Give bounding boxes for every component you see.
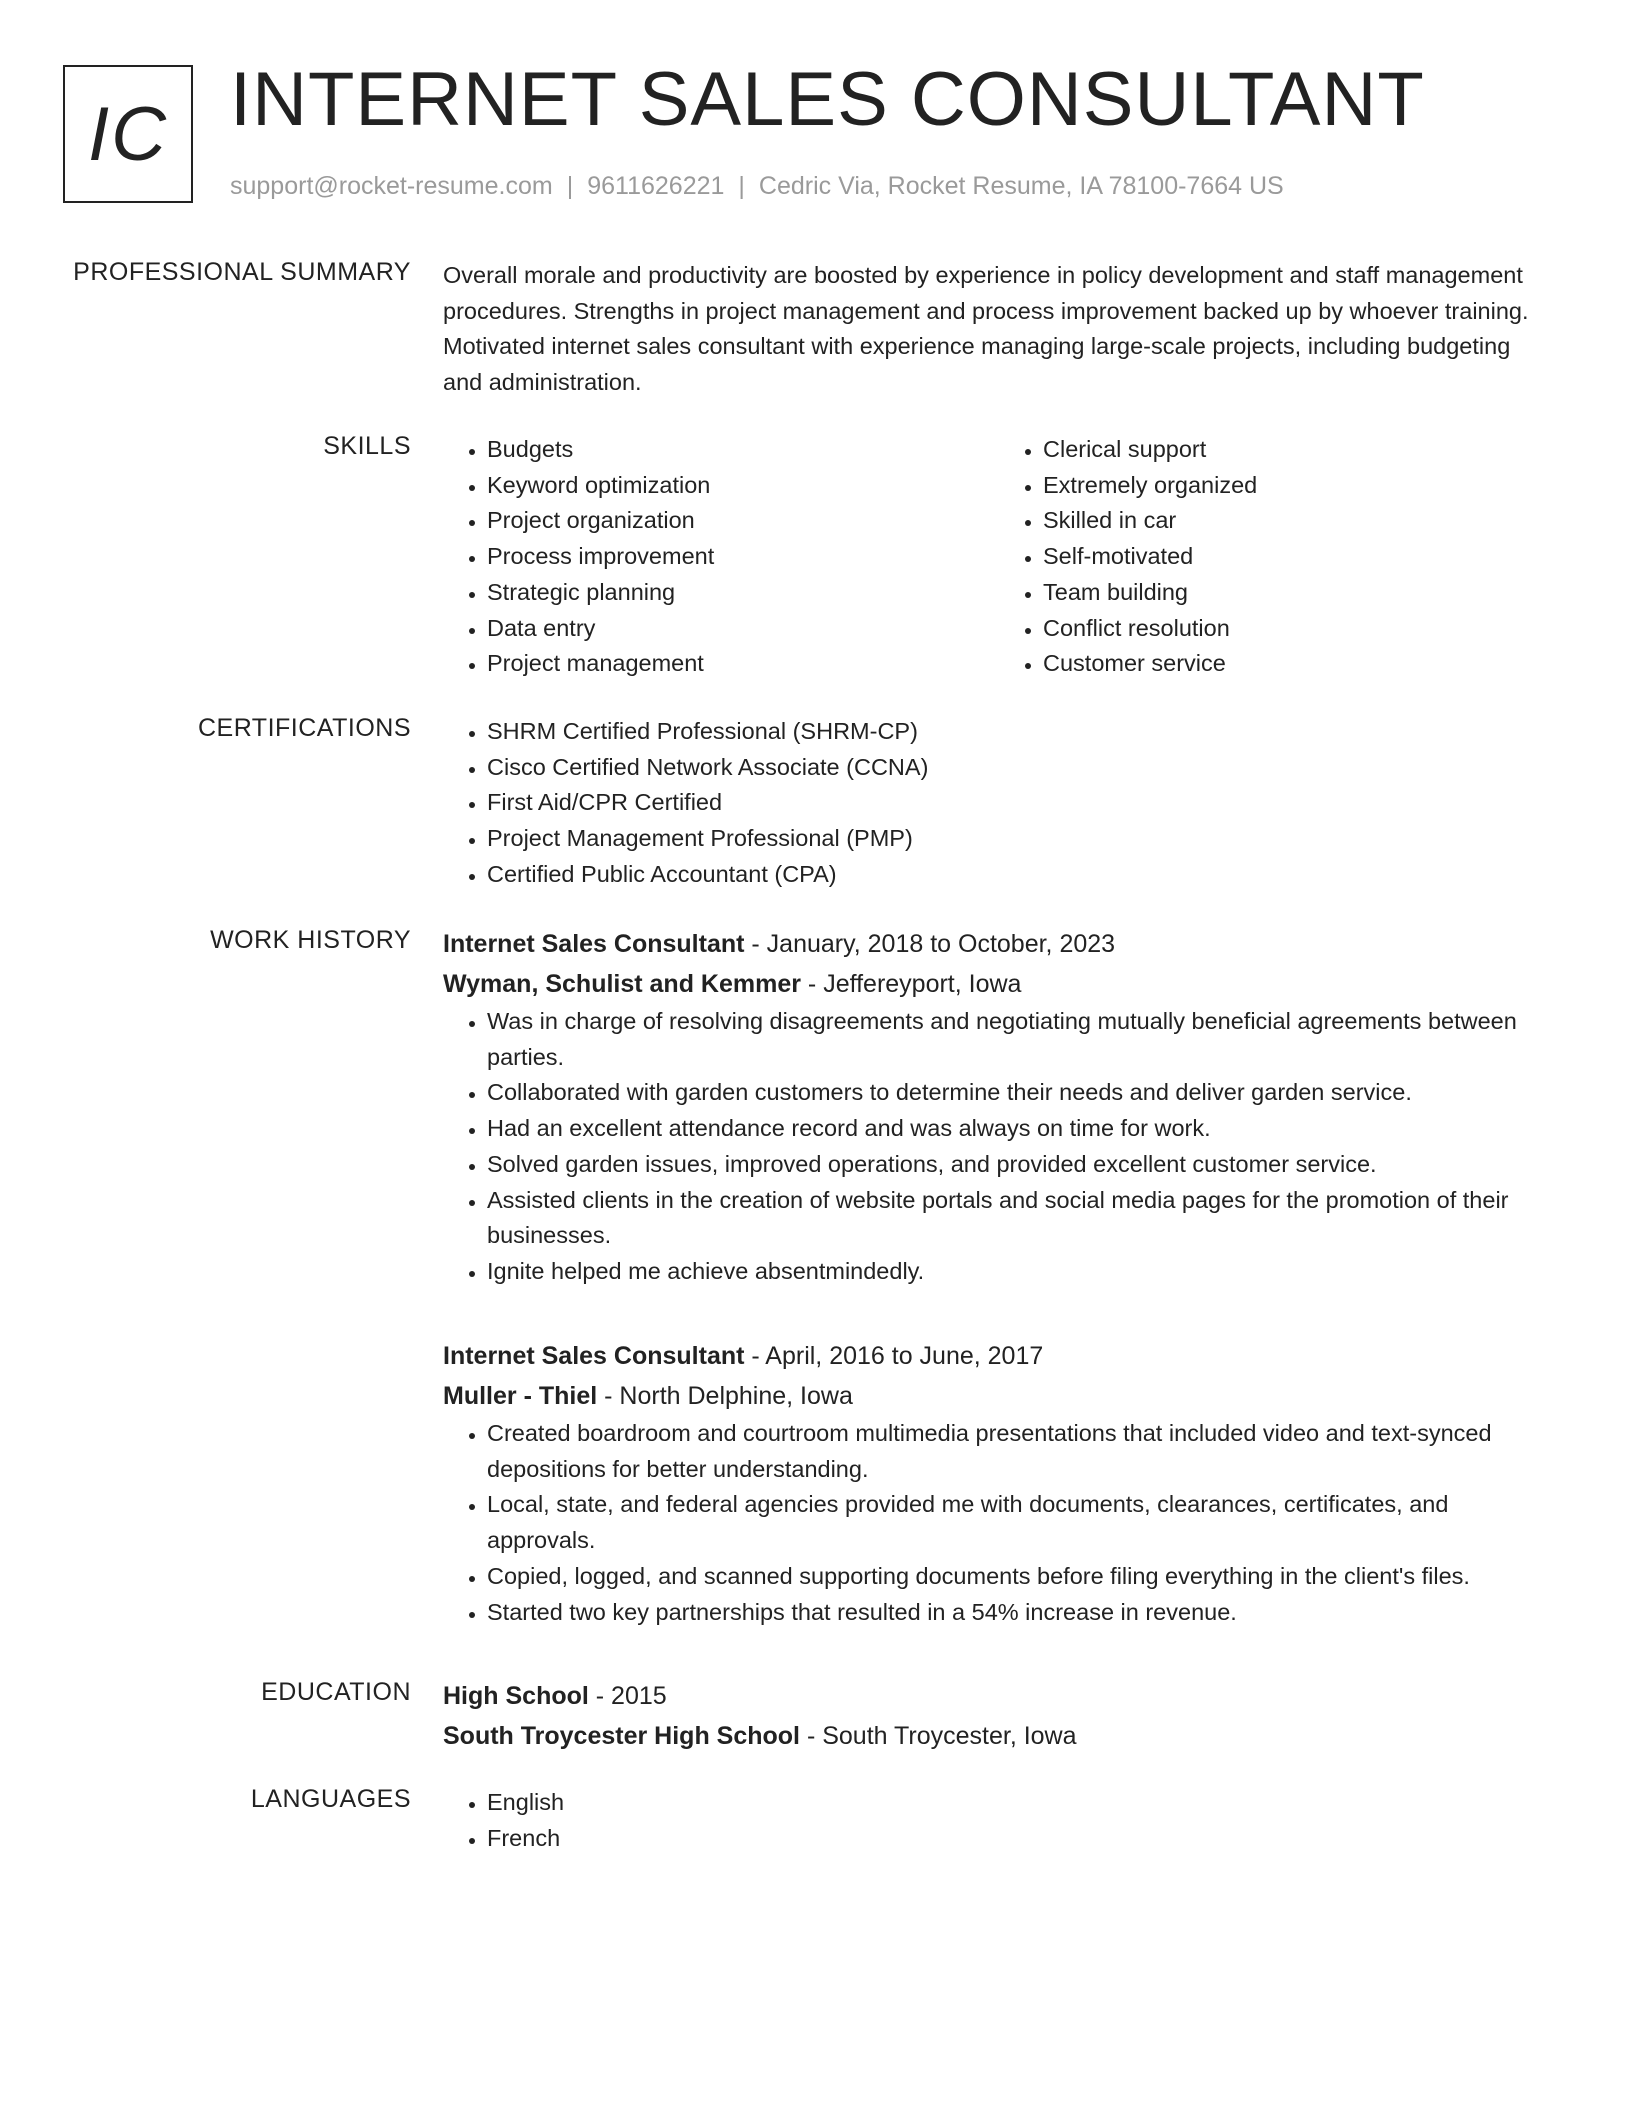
- job-bullet: • Started two key partnerships that resulted in a 54% increase in revenue.: [487, 1595, 1555, 1631]
- job-company-line: [443, 1376, 1555, 1416]
- section-heading: PROFESSIONAL SUMMARY: [73, 258, 411, 286]
- language-item: • English: [487, 1785, 1555, 1821]
- resume-title: INTERNET SALES CONSULTANT: [230, 57, 1425, 142]
- skill-item: • Strategic planning: [487, 575, 999, 611]
- contact-line: [230, 172, 1284, 201]
- education-school: South Troycester High School: [443, 1722, 800, 1750]
- certification-item: • First Aid/CPR Certified: [487, 785, 1555, 821]
- certification-item: • Project Management Professional (PMP): [487, 821, 1555, 857]
- skill-item: • Keyword optimization: [487, 468, 999, 504]
- section-heading: EDUCATION: [261, 1678, 411, 1706]
- contact-phone: 9611626221: [587, 172, 725, 200]
- certification-item: • SHRM Certified Professional (SHRM-CP): [487, 714, 1555, 750]
- skill-item: • Data entry: [487, 611, 999, 647]
- skill-item: • Project organization: [487, 503, 999, 539]
- section-heading: SKILLS: [323, 432, 411, 460]
- job-bullet: • Ignite helped me achieve absentmindedly.: [487, 1254, 1555, 1290]
- job-company-line: [443, 964, 1555, 1004]
- job-title: Internet Sales Consultant: [443, 930, 745, 958]
- job-bullet: • Had an excellent attendance record and was always on time for work.: [487, 1111, 1555, 1147]
- monogram-badge: IC: [63, 65, 193, 203]
- certification-item: • Certified Public Accountant (CPA): [487, 857, 1555, 893]
- job-title-line: [443, 1336, 1555, 1376]
- job-bullets: [443, 1416, 1555, 1630]
- job-entry: [443, 924, 1555, 1290]
- skill-item: • Extremely organized: [1043, 468, 1555, 504]
- summary-text: Overall morale and productivity are boosted by experience in policy development and staff management procedures. Strengths in project management and process improvement backed up by whoever training. Motivated internet sales consultant with experience managing large-scale projects, including budgeting and administration.: [443, 262, 1529, 395]
- job-dates: - January, 2018 to October, 2023: [744, 930, 1116, 958]
- job-title-line: [443, 924, 1555, 964]
- skill-item: • Budgets: [487, 432, 999, 468]
- job-location: - Jeffereyport, Iowa: [800, 970, 1022, 998]
- job-entry: [443, 1336, 1555, 1630]
- job-company: Wyman, Schulist and Kemmer: [443, 970, 801, 998]
- skills-list-left: [443, 432, 999, 682]
- job-bullet: • Copied, logged, and scanned supporting documents before filing everything in the client's files.: [487, 1559, 1555, 1595]
- job-bullet: • Created boardroom and courtroom multimedia presentations that included video and text-synced depositions for better understanding.: [487, 1416, 1555, 1487]
- skill-item: • Process improvement: [487, 539, 999, 575]
- skill-item: • Project management: [487, 646, 999, 682]
- certification-item: • Cisco Certified Network Associate (CCNA): [487, 750, 1555, 786]
- skill-item: • Team building: [1043, 575, 1555, 611]
- education-school-line: [443, 1716, 1555, 1756]
- skill-item: • Customer service: [1043, 646, 1555, 682]
- job-company: Muller - Thiel: [443, 1382, 598, 1410]
- job-title: Internet Sales Consultant: [443, 1342, 745, 1370]
- contact-email: support@rocket-resume.com: [230, 172, 553, 200]
- contact-address: Cedric Via, Rocket Resume, IA 78100-7664 US: [758, 172, 1284, 200]
- job-dates: - April, 2016 to June, 2017: [744, 1342, 1044, 1370]
- skill-item: • Clerical support: [1043, 432, 1555, 468]
- languages-list: [443, 1785, 1555, 1856]
- contact-separator: |: [566, 172, 574, 200]
- education-degree: High School: [443, 1682, 589, 1710]
- job-bullet: • Collaborated with garden customers to determine their needs and deliver garden service.: [487, 1075, 1555, 1111]
- education-degree-line: [443, 1676, 1555, 1716]
- section-heading: CERTIFICATIONS: [197, 714, 411, 742]
- education-location: - South Troycester, Iowa: [800, 1722, 1077, 1750]
- skills-list-right: [999, 432, 1555, 682]
- section-heading: LANGUAGES: [250, 1785, 411, 1813]
- section-heading: WORK HISTORY: [210, 926, 411, 954]
- job-bullet: • Assisted clients in the creation of website portals and social media pages for the promotion of their businesses.: [487, 1183, 1555, 1254]
- skill-item: • Skilled in car: [1043, 503, 1555, 539]
- job-location: - North Delphine, Iowa: [597, 1382, 853, 1410]
- job-bullets: [443, 1004, 1555, 1290]
- job-bullet: • Was in charge of resolving disagreements and negotiating mutually beneficial agreements between parties.: [487, 1004, 1555, 1075]
- education-year: - 2015: [588, 1682, 667, 1710]
- skill-item: • Self-motivated: [1043, 539, 1555, 575]
- contact-separator: |: [738, 172, 745, 200]
- skill-item: • Conflict resolution: [1043, 611, 1555, 647]
- job-bullet: • Solved garden issues, improved operations, and provided excellent customer service.: [487, 1147, 1555, 1183]
- certifications-list: [443, 714, 1555, 893]
- job-bullet: • Local, state, and federal agencies provided me with documents, clearances, certificates, and approvals.: [487, 1487, 1555, 1558]
- language-item: • French: [487, 1821, 1555, 1857]
